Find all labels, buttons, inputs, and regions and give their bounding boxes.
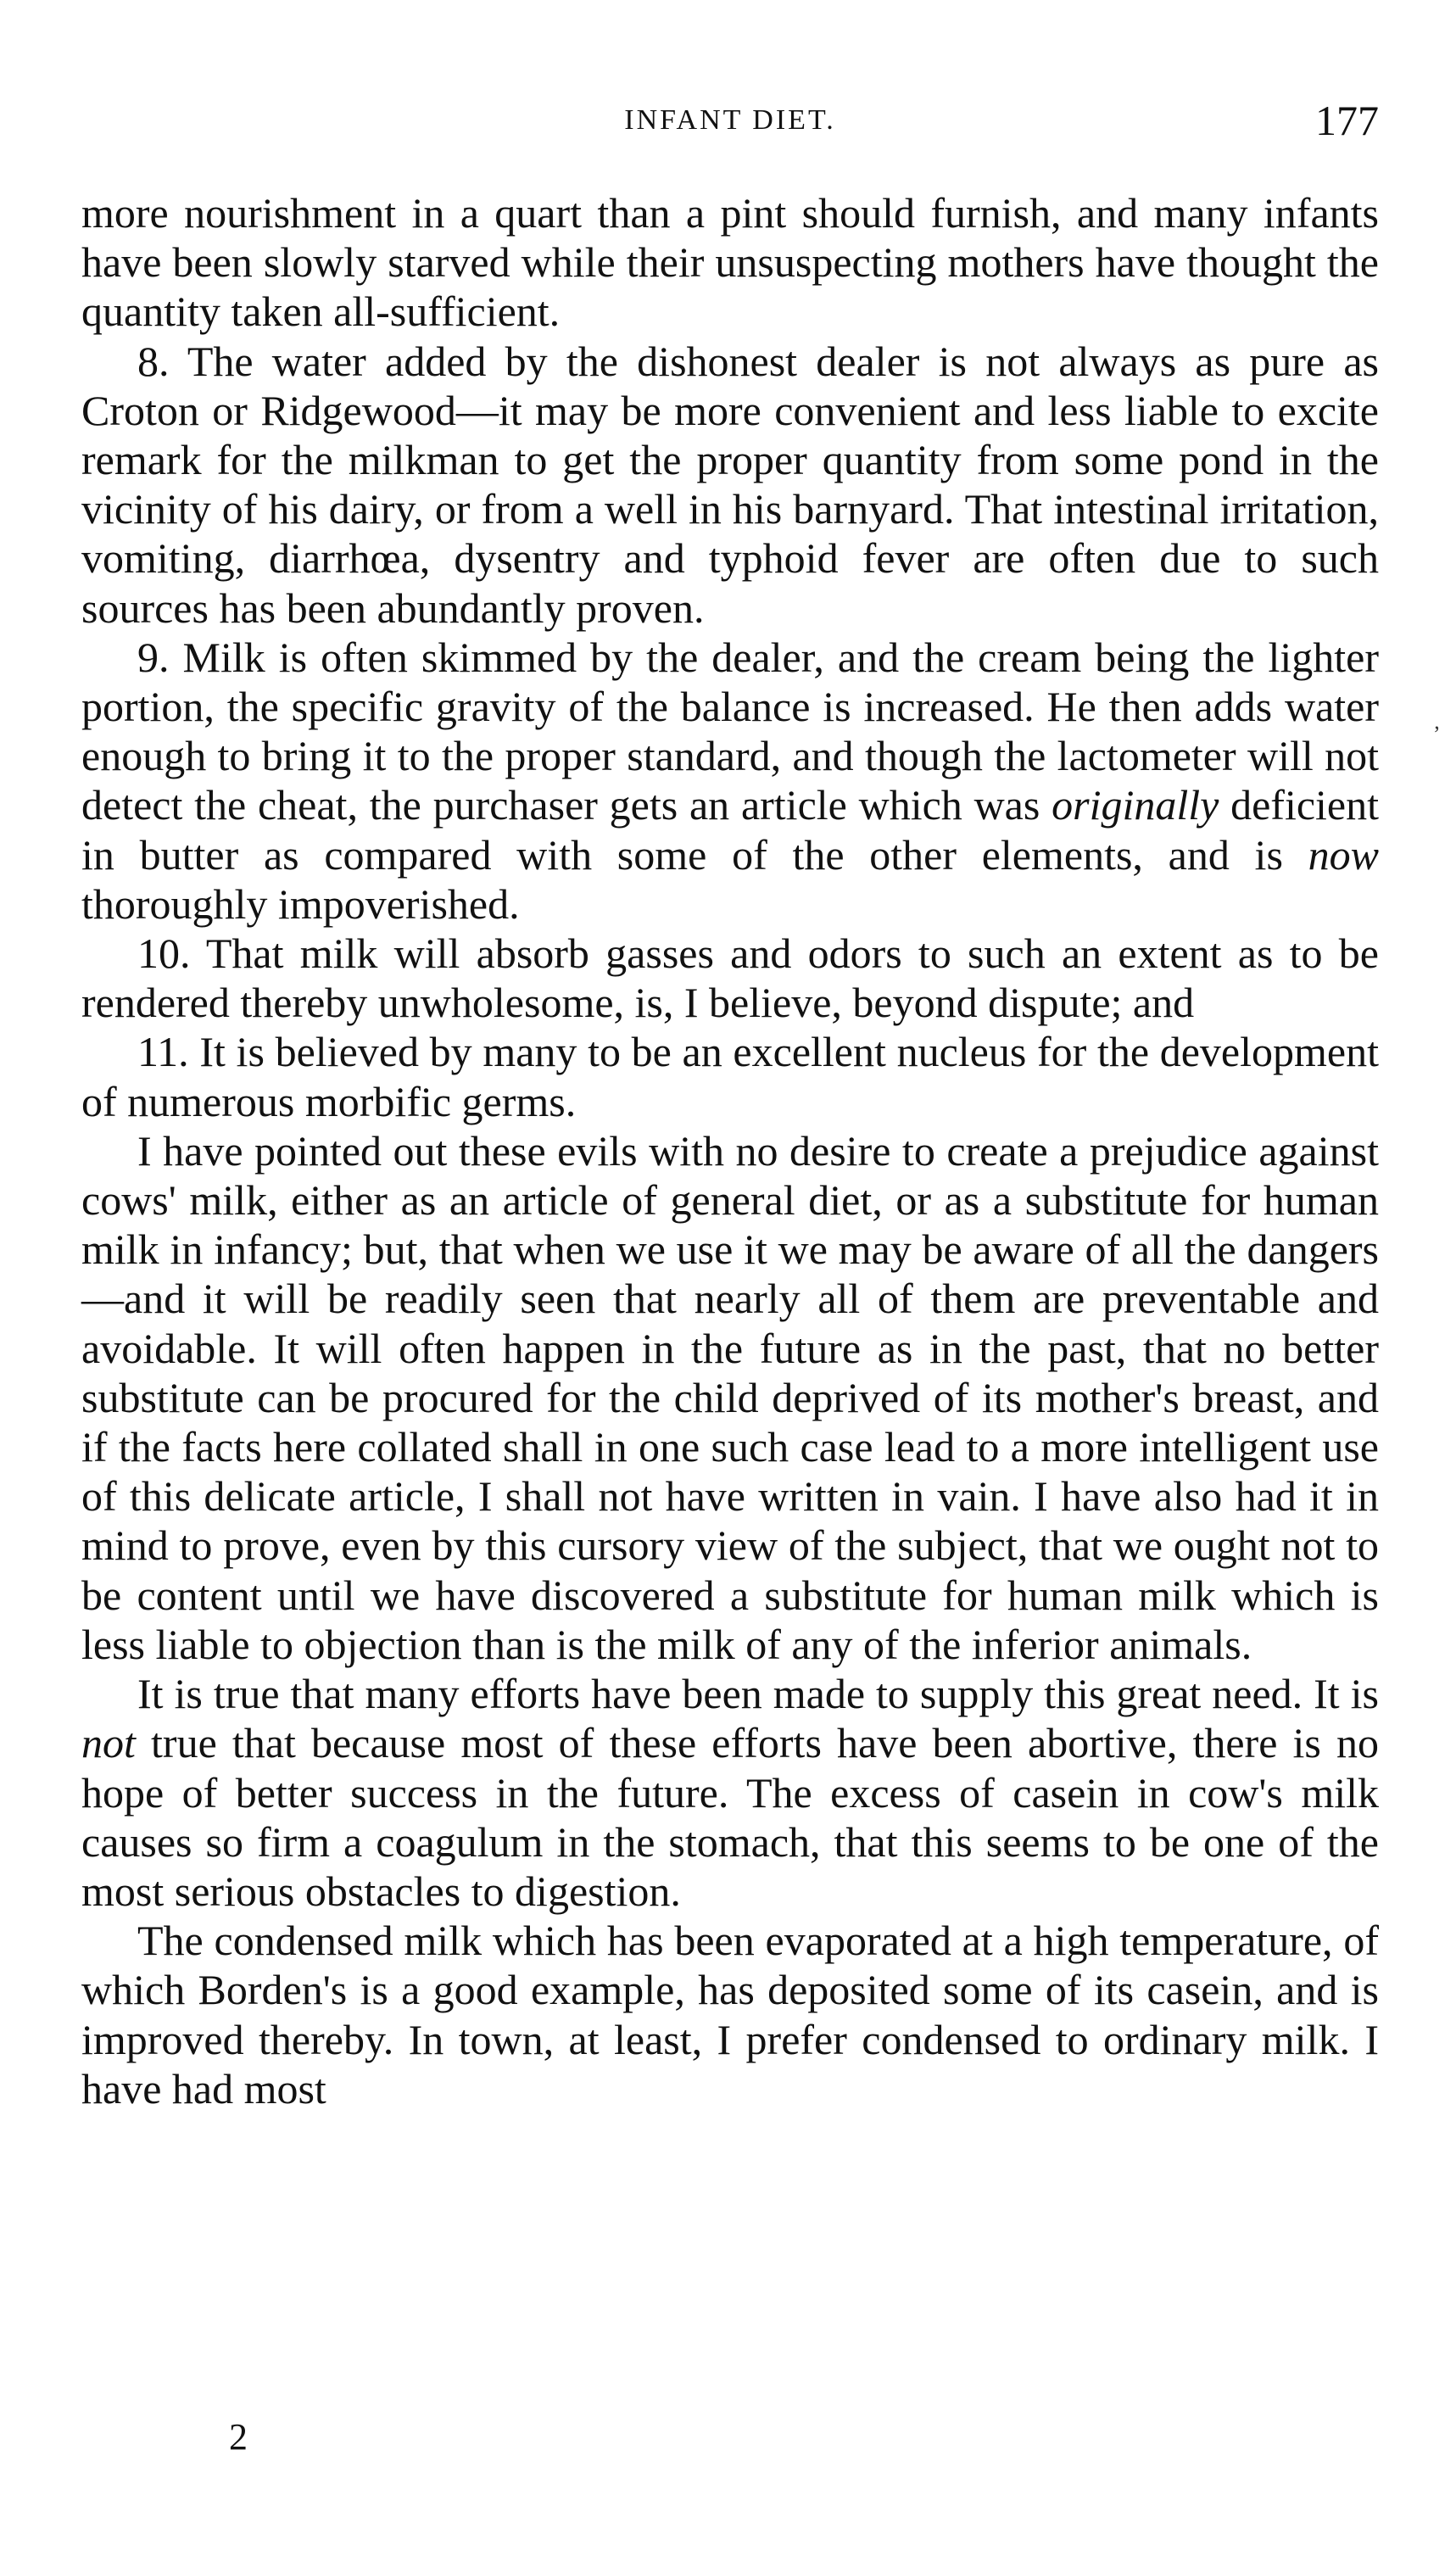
paragraph-item-8 bbox=[81, 337, 1379, 633]
text-run: deficient in butter as compared with some of the other elements, and is bbox=[81, 781, 1379, 879]
emphasis-now: now bbox=[1308, 830, 1379, 879]
text-run: true that because most of these efforts have been abortive, there is no hope of better success in the future. The excess of casein in cow's milk causes so firm a coagulum in the stomach, that this seems to be one of the most serious obstacles to digestion. bbox=[81, 1719, 1379, 1915]
text-run: 8. The water added by the dishonest dealer is not always as pure as Croton or Ridgewood—it may be more convenient and less liable to excite remark for the milkman to get the proper quantity from some pond in the vicinity of his dairy, or from a well in his barnyard. That intestinal irritation, vomiting, diarrhœa, dysentry and typhoid fever are often due to such sources has been abundantly proven. bbox=[81, 337, 1379, 632]
text-run: The condensed milk which has been evaporated at a high temperature, of which Borden's is a good example, has deposited some of its casein, and is improved thereby. In town, at least, I prefer condensed to ordinary milk. I have had most bbox=[81, 1917, 1379, 2113]
body-text bbox=[81, 188, 1379, 2113]
paragraph-item-10 bbox=[81, 929, 1379, 1027]
emphasis-originally: originally bbox=[1052, 781, 1219, 829]
paragraph-condensed-milk bbox=[81, 1916, 1379, 2113]
text-run: I have pointed out these evils with no desire to create a prejudice against cows' milk, either as an article of general diet, or as a substitute for human milk in infancy; but, that when we use it we may be aware of all the dangers—and it will be readily seen that nearly all of them are preventable and avoidable. It will often happen in the future as in the past, that no better substitute can be procured for the child deprived of its mother's breast, and if the facts here collated shall in one such case lead to a more intelligent use of this delicate article, I shall not have written in vain. I have also had it in mind to prove, even by this cursory view of the subject, that we ought not to be content until we have discovered a substitute for human milk which is less liable to objection than is the milk of any of the inferior animals. bbox=[81, 1126, 1379, 1668]
text-run: more nourishment in a quart than a pint should furnish, and many infants have been slowly starved while their unsuspecting mothers have thought the quantity taken all-sufficient. bbox=[81, 189, 1379, 336]
running-head bbox=[81, 95, 1379, 146]
paragraph-item-9 bbox=[81, 633, 1379, 929]
paragraph-evils bbox=[81, 1126, 1379, 1669]
paragraph-continuation bbox=[81, 188, 1379, 337]
paragraph-item-11 bbox=[81, 1027, 1379, 1125]
text-run: thoroughly impoverished. bbox=[81, 879, 520, 928]
signature-mark: 2 bbox=[229, 2416, 248, 2458]
text-run: 11. It is believed by many to be an excellent nucleus for the development of numerous morbific germs. bbox=[81, 1028, 1379, 1125]
text-run: It is true that many efforts have been made to supply this great need. It is bbox=[137, 1670, 1379, 1718]
text-run: 9. Milk is often skimmed by the dealer, and the cream being the lighter portion, the specific gravity of the balance is increased. He then adds water enough to bring it to the proper standard, and though the lactometer will not detect the cheat, the purchaser gets an article which was bbox=[81, 633, 1379, 829]
stray-mark: ‚ bbox=[1433, 709, 1441, 734]
text-run: 10. That milk will absorb gasses and odors to such an extent as to be rendered thereby unwholesome, is, I believe, beyond dispute; and bbox=[81, 929, 1379, 1027]
page-number: 177 bbox=[1315, 97, 1379, 144]
paragraph-efforts bbox=[81, 1669, 1379, 1916]
running-title: INFANT DIET. bbox=[624, 104, 836, 136]
emphasis-not: not bbox=[81, 1719, 136, 1767]
